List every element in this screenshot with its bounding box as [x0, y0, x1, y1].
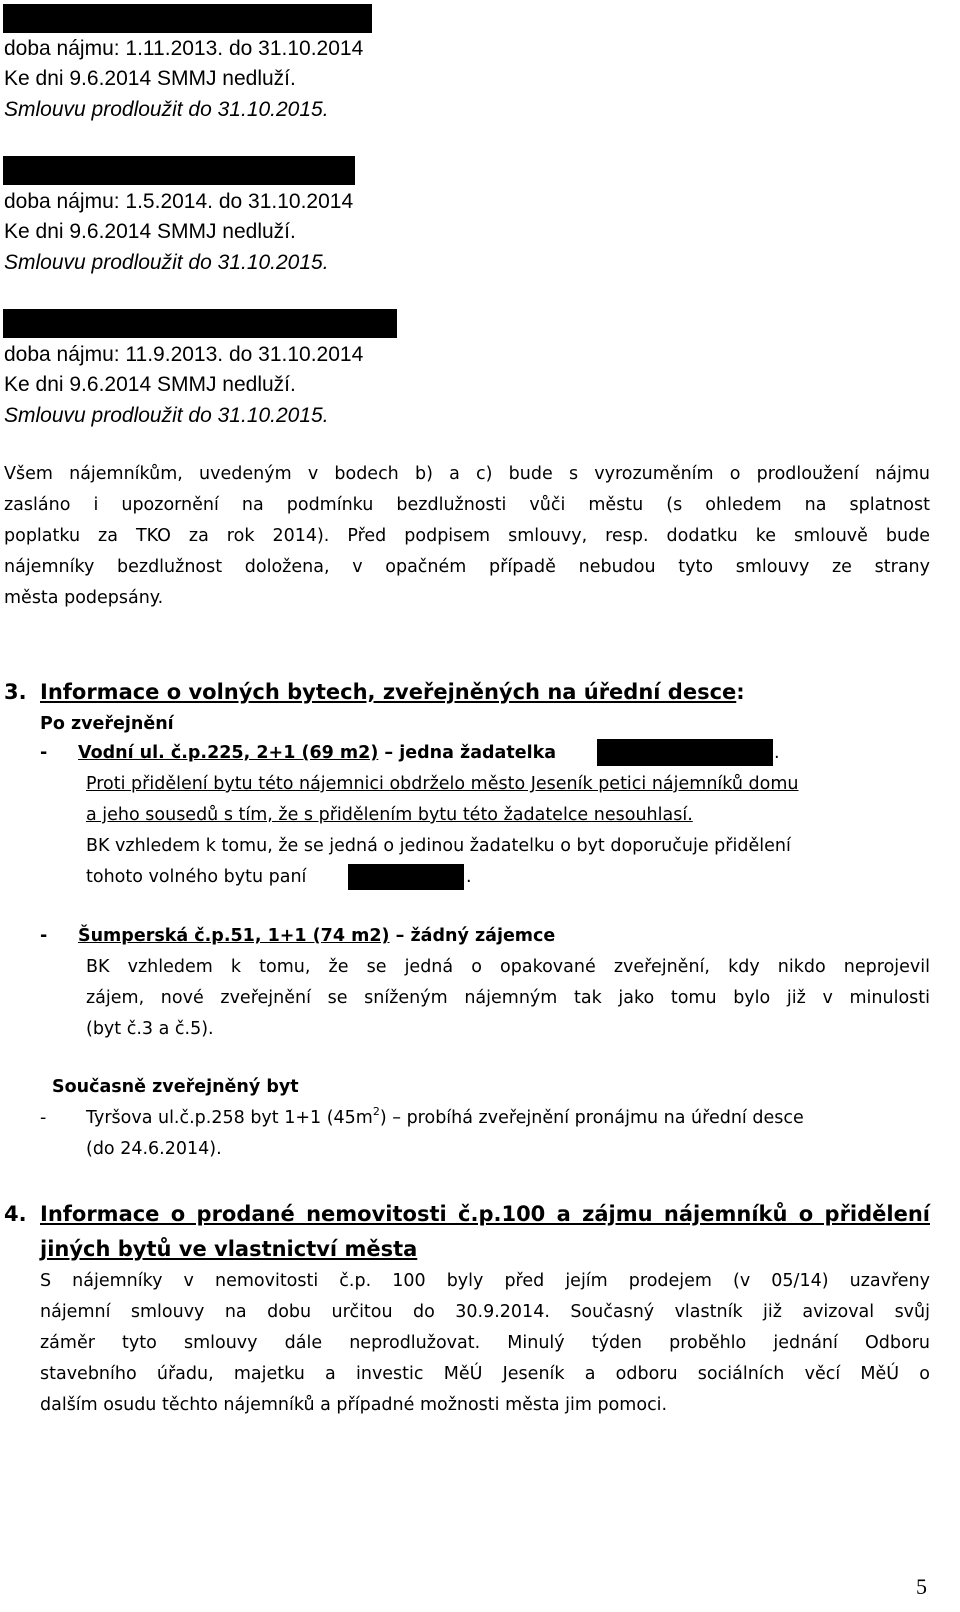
section-heading	[40, 676, 745, 708]
section-title: jiných bytů ve vlastnictví města	[40, 1237, 418, 1261]
superscript: 2	[372, 1105, 380, 1118]
paragraph-line: stavebního úřadu, majetku a investic MěÚ Jeseník a odboru sociálních věcí MěÚ o	[40, 1364, 930, 1384]
flat-address: Vodní ul. č.p.225, 2+1 (69 m2)	[78, 743, 379, 763]
section-number: 4.	[4, 1202, 27, 1226]
flat-text: )	[379, 1108, 387, 1128]
list-dash: -	[40, 926, 48, 946]
flat-sep: –	[378, 743, 400, 763]
flat-applicants: jedna žadatelka	[399, 743, 557, 763]
debt-status: Ke dni 9.6.2014 SMMJ nedluží.	[4, 220, 296, 243]
section-title: Informace o volných bytech, zveřejněných na úřední desce	[40, 680, 737, 704]
petition-note: Proti přidělení bytu této nájemnici obdrželo město Jeseník petici nájemníků domu	[86, 774, 799, 794]
period-mark: .	[774, 743, 780, 763]
lease-period: doba nájmu: 11.9.2013. do 31.10.2014	[4, 343, 364, 366]
lease-period: doba nájmu: 1.11.2013. do 31.10.2014	[4, 37, 364, 60]
flat-address: Šumperská č.p.51, 1+1 (74 m2)	[78, 926, 390, 946]
page-number: 5	[916, 1574, 927, 1599]
flat-item-current	[86, 1103, 804, 1134]
recommendation: tohoto volného bytu paní	[86, 867, 307, 887]
subheading-current-publication: Současně zveřejněný byt	[52, 1077, 299, 1097]
section-title: Informace o prodané nemovitosti č.p.100 a zájmu nájemníků o přidělení	[40, 1202, 930, 1226]
lease-period: doba nájmu: 1.5.2014. do 31.10.2014	[4, 190, 354, 213]
redaction-bar	[3, 156, 355, 185]
section-colon: :	[736, 680, 745, 704]
petition-note: a jeho sousedů s tím, že s přidělením bytu této žadatelce nesouhlasí.	[86, 805, 693, 825]
extend-note: Smlouvu prodloužit do 31.10.2015.	[4, 251, 329, 274]
notice-line: zasláno i upozornění na podmínku bezdlužnosti vůči městu (s ohledem na splatnost	[4, 495, 930, 515]
section-number: 3.	[4, 680, 27, 704]
notice-line: poplatku za TKO za rok 2014). Před podpisem smlouvy, resp. dodatku ke smlouvě bude	[4, 526, 930, 546]
subheading-after-publication: Po zveřejnění	[40, 714, 174, 734]
recommendation: BK vzhledem k tomu, že se jedná o jedinou žadatelku o byt doporučuje přidělení	[86, 836, 791, 856]
paragraph-line: dalším osudu těchto nájemníků a případné možnosti města jim pomoci.	[40, 1395, 668, 1415]
extend-note: Smlouvu prodloužit do 31.10.2015.	[4, 404, 329, 427]
notice-line: města podepsány.	[4, 588, 164, 608]
recommendation: zájem, nové zveřejnění se sníženým nájemným tak jako tomu bylo již v minulosti	[86, 988, 930, 1008]
flat-text: Tyršova ul.č.p.258 byt 1+1 (45m	[86, 1108, 373, 1128]
recommendation: (byt č.3 a č.5).	[86, 1019, 214, 1039]
redaction-bar	[348, 864, 464, 890]
period-mark: .	[466, 867, 472, 887]
extend-note: Smlouvu prodloužit do 31.10.2015.	[4, 98, 329, 121]
flat-applicants: žádný zájemce	[410, 926, 556, 946]
debt-status: Ke dni 9.6.2014 SMMJ nedluží.	[4, 373, 296, 396]
flat-deadline: (do 24.6.2014).	[86, 1139, 222, 1159]
list-dash: -	[40, 1108, 47, 1128]
redaction-bar	[3, 4, 372, 33]
list-dash: -	[40, 743, 48, 763]
notice-line: Všem nájemníkům, uvedeným v bodech b) a c) bude s vyrozuměním o prodloužení nájmu	[4, 464, 930, 484]
paragraph-line: S nájemníky v nemovitosti č.p. 100 byly před jejím prodejem (v 05/14) uzavřeny	[40, 1271, 930, 1291]
recommendation: BK vzhledem k tomu, že se jedná o opakované zveřejnění, kdy nikdo neprojevil	[86, 957, 930, 977]
flat-text: – probíhá zveřejnění pronájmu na úřední desce	[386, 1108, 804, 1128]
flat-item-heading	[78, 921, 555, 951]
redaction-bar	[597, 739, 773, 766]
paragraph-line: záměr tyto smlouvy dále neprodlužovat. Minulý týden proběhlo jednání Odboru	[40, 1333, 930, 1353]
debt-status: Ke dni 9.6.2014 SMMJ nedluží.	[4, 67, 296, 90]
redaction-bar	[3, 309, 397, 338]
notice-line: nájemníky bezdlužnost doložena, v opačném případě nebudou tyto smlouvy ze strany	[4, 557, 930, 577]
flat-item-heading	[78, 738, 556, 768]
flat-sep: –	[389, 926, 411, 946]
paragraph-line: nájemní smlouvy na dobu určitou do 30.9.2014. Současný vlastník již avizoval svůj	[40, 1302, 930, 1322]
